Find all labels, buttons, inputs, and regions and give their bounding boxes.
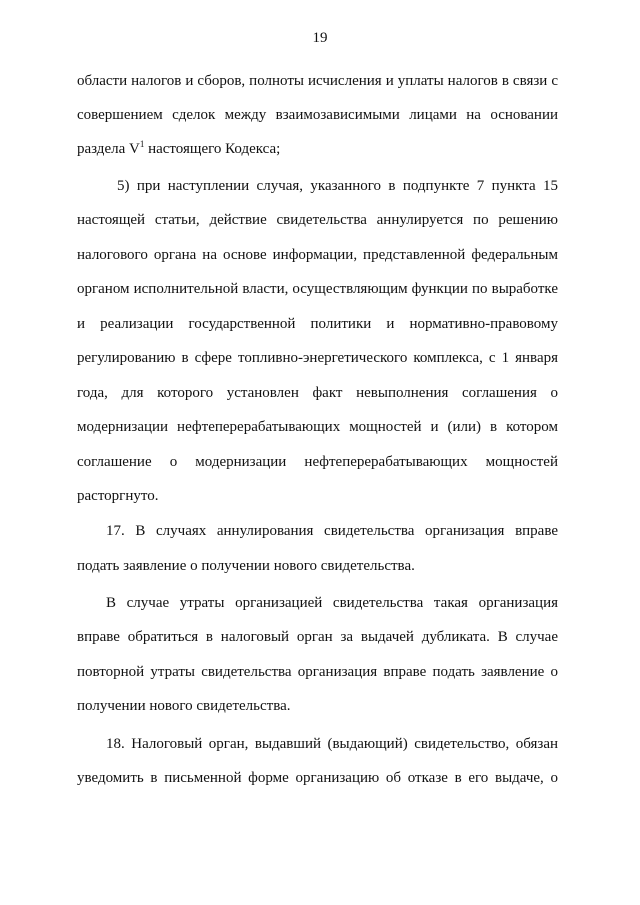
paragraph-2-line-8: модернизации нефтеперерабатывающих мощностей и (или) в котором: [77, 419, 558, 435]
paragraph-5-line-2: уведомить в письменной форме организацию об отказе в его выдаче, о: [77, 770, 558, 786]
paragraph-4-line-3: повторной утраты свидетельства организация вправе подать заявление о: [77, 664, 558, 680]
paragraph-1-line-1: области налогов и сборов, полноты исчисления и уплаты налогов в связи с: [77, 73, 558, 89]
paragraph-2-line-9: соглашение о модернизации нефтеперерабатывающих мощностей: [77, 454, 558, 470]
paragraph-5-line-1: 18. Налоговый орган, выдавший (выдающий) свидетельство, обязан: [106, 736, 558, 752]
paragraph-2-line-4: органом исполнительной власти, осуществляющим функции по выработке: [77, 281, 558, 297]
section-superscript: 1: [139, 139, 145, 149]
paragraph-3-line-1: 17. В случаях аннулирования свидетельства организация вправе: [106, 523, 558, 539]
paragraph-4-line-4: получении нового свидетельства.: [77, 698, 291, 714]
paragraph-1-line-2: совершением сделок между взаимозависимыми лицами на основании: [77, 107, 558, 123]
paragraph-2-line-1: 5) при наступлении случая, указанного в подпункте 7 пункта 15: [117, 178, 558, 194]
paragraph-3-line-2: подать заявление о получении нового свидетельства.: [77, 558, 415, 574]
section-reference-text: раздела V: [77, 141, 140, 157]
paragraph-2-line-6: регулированию в сфере топливно-энергетического комплекса, с 1 января: [77, 350, 558, 366]
paragraph-2-line-7: года, для которого установлен факт невыполнения соглашения о: [77, 385, 558, 401]
paragraph-1-line-3: [77, 140, 558, 158]
paragraph-2-line-2: настоящей статьи, действие свидетельства аннулируется по решению: [77, 212, 558, 228]
page-number: 19: [312, 30, 328, 46]
paragraph-4-line-2: вправе обратиться в налоговый орган за выдачей дубликата. В случае: [77, 629, 558, 645]
paragraph-2-line-5: и реализации государственной политики и нормативно-правовому: [77, 316, 558, 332]
paragraph-4-line-1: В случае утраты организацией свидетельства такая организация: [106, 595, 558, 611]
paragraph-2-line-10: расторгнуто.: [77, 488, 159, 504]
paragraph-2-line-3: налогового органа на основе информации, представленной федеральным: [77, 247, 558, 263]
paragraph-1-line-3-tail: настоящего Кодекса;: [144, 141, 281, 157]
